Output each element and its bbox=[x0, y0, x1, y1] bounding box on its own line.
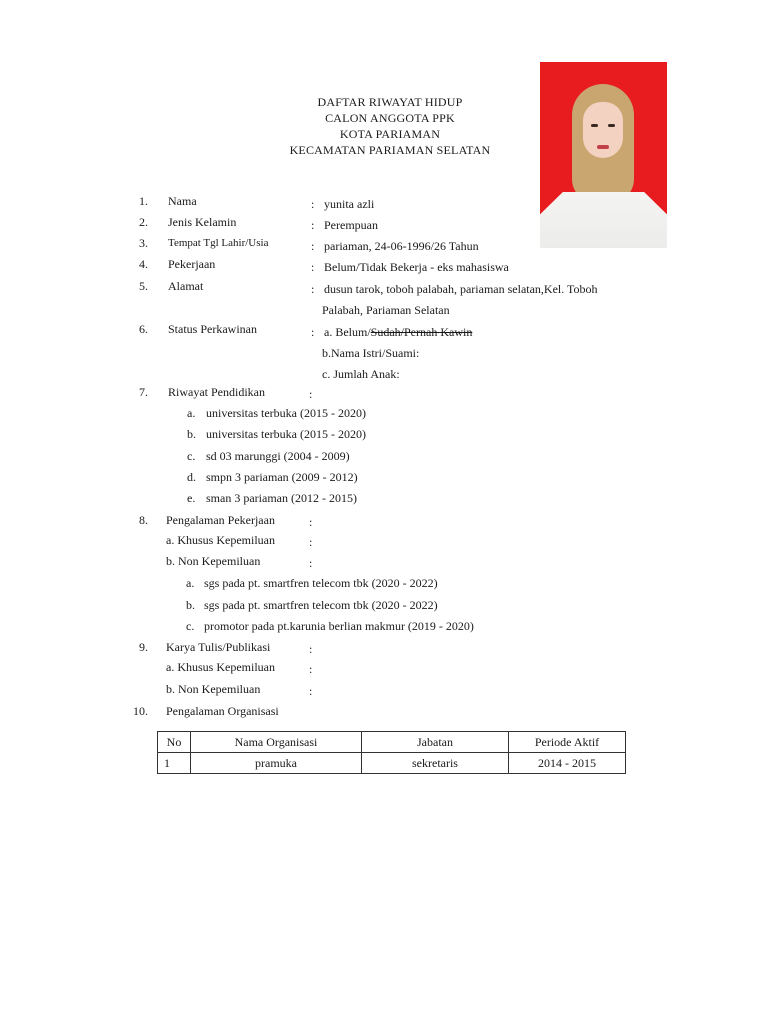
section-number: 9. bbox=[139, 640, 148, 654]
section-pekerjaan-title: Pengalaman Pekerjaan bbox=[166, 513, 275, 527]
colon: : bbox=[311, 239, 315, 253]
value-nama-istri-suami: b.Nama Istri/Suami: bbox=[322, 346, 420, 360]
colon: : bbox=[309, 556, 313, 570]
col-header-periode-aktif: Periode Aktif bbox=[509, 732, 626, 753]
list-letter: a. bbox=[186, 576, 195, 590]
education-item: sd 03 marunggi (2004 - 2009) bbox=[206, 449, 350, 463]
colon: : bbox=[311, 218, 315, 232]
list-letter: a. bbox=[187, 406, 196, 420]
header-title: DAFTAR RIWAYAT HIDUP bbox=[317, 95, 463, 109]
table-row bbox=[158, 753, 626, 774]
cell-no: 1 bbox=[158, 753, 191, 774]
section-number: 10. bbox=[133, 704, 148, 718]
colon: : bbox=[309, 642, 313, 656]
value-jumlah-anak: c. Jumlah Anak: bbox=[322, 367, 400, 381]
label-jenis-kelamin: Jenis Kelamin bbox=[168, 215, 237, 229]
colon: : bbox=[311, 260, 315, 274]
education-item: sman 3 pariaman (2012 - 2015) bbox=[206, 491, 357, 505]
label-tempat-tgl-lahir: Tempat Tgl Lahir/Usia bbox=[168, 237, 269, 249]
cell-periode-aktif: 2014 - 2015 bbox=[509, 753, 626, 774]
profile-photo bbox=[540, 62, 667, 248]
value-jenis-kelamin: Perempuan bbox=[324, 218, 378, 232]
list-letter: b. bbox=[186, 598, 195, 612]
cell-nama-organisasi: pramuka bbox=[191, 753, 362, 774]
value-status-perkawinan bbox=[324, 324, 472, 340]
work-item: sgs pada pt. smartfren telecom tbk (2020 - 2022) bbox=[204, 576, 438, 590]
list-letter: b. bbox=[187, 427, 196, 441]
section-number: 7. bbox=[139, 385, 148, 399]
education-item: universitas terbuka (2015 - 2020) bbox=[206, 406, 366, 420]
item-number: 5. bbox=[139, 279, 148, 293]
list-letter: e. bbox=[187, 491, 196, 505]
section-pendidikan-title: Riwayat Pendidikan bbox=[168, 385, 265, 399]
colon: : bbox=[309, 684, 313, 698]
list-letter: d. bbox=[187, 470, 196, 484]
table-header-row bbox=[158, 732, 626, 753]
label-status-perkawinan: Status Perkawinan bbox=[168, 322, 257, 336]
colon: : bbox=[309, 387, 313, 401]
value-tempat-tgl-lahir: pariaman, 24-06-1996/26 Tahun bbox=[324, 239, 479, 253]
colon: : bbox=[311, 197, 315, 211]
subsection-khusus-kepemiluan: a. Khusus Kepemiluan bbox=[166, 660, 275, 674]
section-karya-title: Karya Tulis/Publikasi bbox=[166, 640, 271, 654]
item-number: 1. bbox=[139, 194, 148, 208]
label-pekerjaan: Pekerjaan bbox=[168, 257, 216, 271]
item-number: 3. bbox=[139, 236, 148, 250]
colon: : bbox=[311, 282, 315, 296]
header-city: KOTA PARIAMAN bbox=[339, 127, 441, 141]
section-organisasi-title: Pengalaman Organisasi bbox=[166, 704, 279, 718]
header-subtitle: CALON ANGGOTA PPK bbox=[325, 111, 455, 125]
col-header-nama-organisasi: Nama Organisasi bbox=[191, 732, 362, 753]
item-number: 2. bbox=[139, 215, 148, 229]
subsection-khusus-kepemiluan: a. Khusus Kepemiluan bbox=[166, 533, 275, 547]
colon: : bbox=[309, 515, 313, 529]
list-letter: c. bbox=[186, 619, 195, 633]
status-option-struck: Sudah/Pernah Kawin bbox=[370, 325, 473, 339]
cell-jabatan: sekretaris bbox=[362, 753, 509, 774]
organization-table bbox=[157, 731, 626, 774]
item-number: 4. bbox=[139, 257, 148, 271]
value-nama: yunita azli bbox=[324, 197, 375, 211]
document-header bbox=[250, 94, 530, 158]
status-option-belum: a. Belum/ bbox=[324, 325, 371, 339]
value-alamat-line2: Palabah, Pariaman Selatan bbox=[322, 303, 450, 317]
work-item: sgs pada pt. smartfren telecom tbk (2020 - 2022) bbox=[204, 598, 438, 612]
value-pekerjaan: Belum/Tidak Bekerja - eks mahasiswa bbox=[324, 260, 509, 274]
work-item: promotor pada pt.karunia berlian makmur (2019 - 2020) bbox=[204, 619, 474, 633]
col-header-jabatan: Jabatan bbox=[362, 732, 509, 753]
colon: : bbox=[309, 535, 313, 549]
col-header-no: No bbox=[158, 732, 191, 753]
section-number: 8. bbox=[139, 513, 148, 527]
value-alamat-line1: dusun tarok, toboh palabah, pariaman selatan,Kel. Toboh bbox=[324, 282, 598, 296]
subsection-non-kepemiluan: b. Non Kepemiluan bbox=[166, 554, 261, 568]
education-item: universitas terbuka (2015 - 2020) bbox=[206, 427, 366, 441]
header-district: KECAMATAN PARIAMAN SELATAN bbox=[289, 143, 491, 157]
list-letter: c. bbox=[187, 449, 196, 463]
label-alamat: Alamat bbox=[168, 279, 204, 293]
education-item: smpn 3 pariaman (2009 - 2012) bbox=[206, 470, 358, 484]
subsection-non-kepemiluan: b. Non Kepemiluan bbox=[166, 682, 261, 696]
colon: : bbox=[309, 662, 313, 676]
label-nama: Nama bbox=[168, 194, 197, 208]
colon: : bbox=[311, 325, 315, 339]
item-number: 6. bbox=[139, 322, 148, 336]
